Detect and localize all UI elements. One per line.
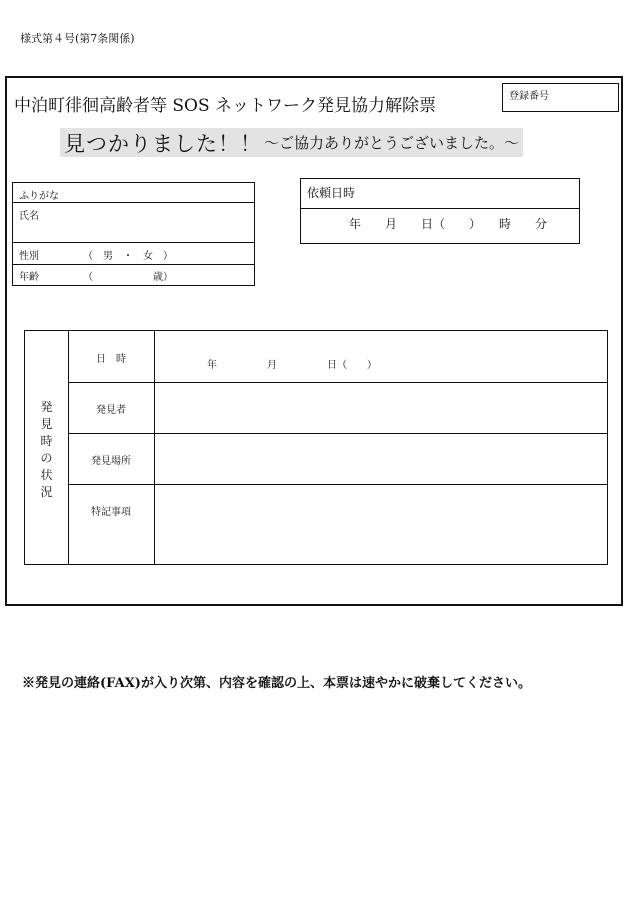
- gender-label: 性別: [19, 251, 39, 262]
- discovery-datetime-label: 日 時: [96, 354, 126, 365]
- discovery-place-label: 発見場所: [91, 456, 131, 467]
- discovery-col-divider-1: [68, 331, 69, 564]
- age-value: （ 歳）: [83, 272, 173, 283]
- furigana-label: ふりがな: [19, 191, 59, 202]
- disposal-note: ※発見の連絡(FAX)が入り次第、内容を確認の上、本票は速やかに破棄してください。: [22, 676, 531, 691]
- request-datetime-box[interactable]: [300, 178, 580, 244]
- request-datetime-value: 年 月 日（ ） 時 分: [349, 217, 548, 231]
- discovery-row-divider-1: [68, 382, 607, 383]
- age-row[interactable]: [13, 265, 254, 285]
- age-label: 年齢: [19, 272, 39, 283]
- discovery-datetime-value[interactable]: 年 月 日（ ）: [207, 360, 377, 371]
- registration-number-field[interactable]: [502, 83, 619, 112]
- furigana-row[interactable]: [13, 183, 254, 203]
- found-banner-main: 見つかりました！！: [64, 131, 262, 156]
- request-datetime-label: 依頼日時: [307, 186, 356, 200]
- person-info-table: [12, 182, 255, 286]
- gender-row[interactable]: [13, 243, 254, 265]
- discovery-col-divider-2: [154, 331, 155, 564]
- registration-number-label: 登録番号: [509, 91, 549, 102]
- discovery-table: [24, 330, 608, 565]
- discoverer-label: 発見者: [96, 405, 126, 416]
- found-banner-sub: ～ご協力ありがとうございました。～: [264, 134, 520, 152]
- discovery-row-divider-3: [68, 484, 607, 485]
- form-number: 様式第４号(第7条関係): [20, 32, 135, 45]
- discovery-row-divider-2: [68, 433, 607, 434]
- request-divider: [301, 208, 579, 209]
- discovery-side-label: 発 見 時 の 状 況: [40, 400, 53, 499]
- name-label: 氏名: [19, 211, 39, 222]
- name-row[interactable]: [13, 203, 254, 243]
- special-notes-label: 特記事項: [91, 507, 131, 518]
- form-title: 中泊町徘徊高齢者等 SOS ネットワーク発見協力解除票: [14, 96, 437, 116]
- gender-options: （ 男 ・ 女 ）: [83, 251, 173, 262]
- found-banner: [60, 128, 523, 157]
